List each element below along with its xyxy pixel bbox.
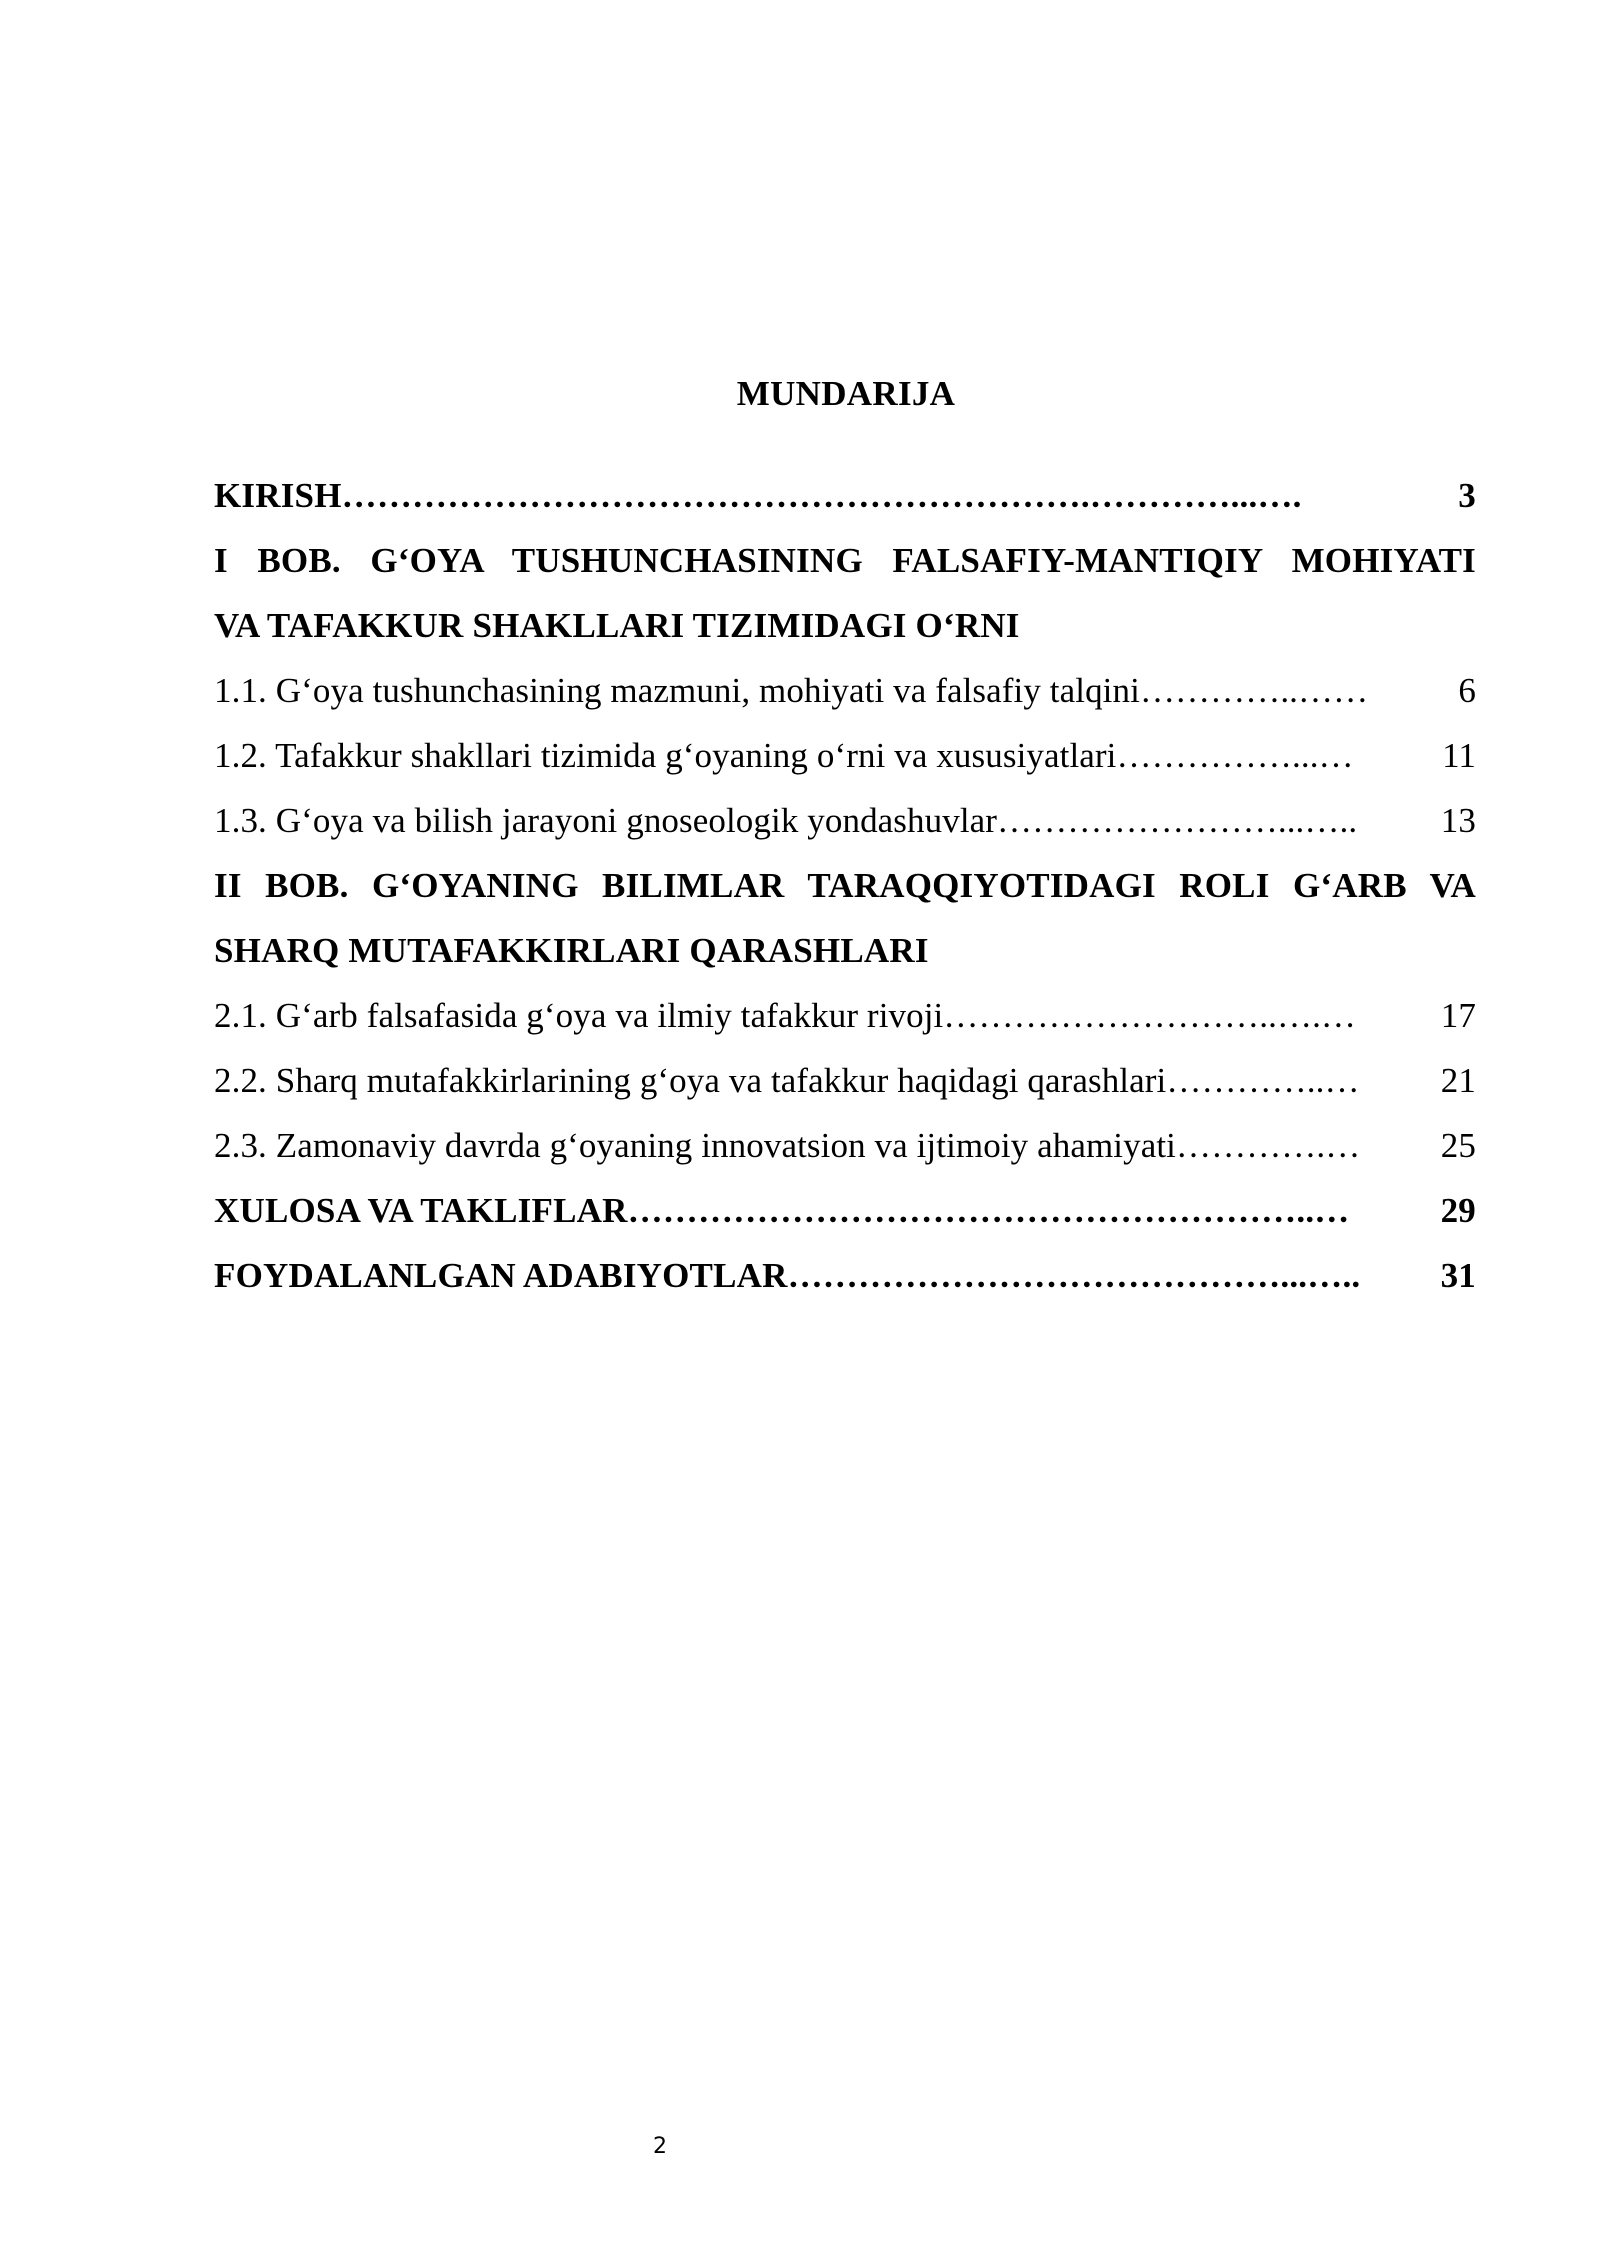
- toc-dot-leader: …………..……: [1139, 671, 1369, 710]
- toc-dot-leader: ……………...…: [1116, 736, 1354, 775]
- toc-entry-label: 1.3. G‘oya va bilish jarayoni gnoseologik yondashuvlar: [214, 801, 998, 840]
- toc-page-number: 11: [1442, 736, 1476, 775]
- toc-dot-leader: ………………………..….…: [943, 996, 1357, 1035]
- toc-dot-leader: ……………………………………...…..: [787, 1256, 1361, 1295]
- toc-chapter-1-heading-line-1: [214, 539, 1476, 604]
- toc-chapter-heading-text: SHARQ MUTAFAKKIRLARI QARASHLARI: [214, 931, 929, 970]
- toc-dot-leader: ……………………………………………………….…………...….: [341, 476, 1302, 515]
- toc-page-number: 3: [1458, 476, 1476, 515]
- toc-page-number: 13: [1440, 801, 1476, 840]
- toc-entry-xulosa: [214, 1189, 1476, 1254]
- toc-entry-label: 1.1. G‘oya tushunchasining mazmuni, mohiyati va falsafiy talqini: [214, 671, 1140, 710]
- toc-page-number: 29: [1440, 1191, 1476, 1230]
- page-title: MUNDARIJA: [736, 374, 956, 413]
- toc-entry-2-2: [214, 1059, 1476, 1124]
- toc-page-number: 21: [1440, 1061, 1476, 1100]
- toc-dot-leader: ……………………...…..: [997, 801, 1358, 840]
- toc-chapter-heading-text: II BOB. G‘OYANING BILIMLAR TARAQQIYOTIDAGI ROLI G‘ARB VA: [214, 866, 1476, 905]
- toc-entry-label: XULOSA VA TAKLIFLAR: [214, 1191, 628, 1230]
- toc-page-number: 25: [1440, 1126, 1476, 1165]
- toc-page-number: 6: [1458, 671, 1476, 710]
- toc-entry-1-1: [214, 669, 1476, 734]
- toc-dot-leader: ………….…: [1176, 1126, 1361, 1165]
- toc-entry-label: 2.2. Sharq mutafakkirlarining g‘oya va tafakkur haqidagi qarashlari: [214, 1061, 1167, 1100]
- toc-page-number: 31: [1440, 1256, 1476, 1295]
- toc-chapter-2-heading-line-2: [214, 929, 1476, 994]
- toc-entry-1-3: [214, 799, 1476, 864]
- toc-dot-leader: …………………………………………………..…: [627, 1191, 1350, 1230]
- toc-entry-2-3: [214, 1124, 1476, 1189]
- toc-entry-label: 2.3. Zamonaviy davrda g‘oyaning innovatsion va ijtimoiy ahamiyati: [214, 1126, 1176, 1165]
- toc-chapter-1-heading-line-2: [214, 604, 1476, 669]
- table-of-contents: [214, 474, 1476, 1319]
- toc-chapter-2-heading-line-1: [214, 864, 1476, 929]
- toc-entry-label: FOYDALANLGAN ADABIYOTLAR: [214, 1256, 788, 1295]
- toc-chapter-heading-text: VA TAFAKKUR SHAKLLARI TIZIMIDAGI O‘RNI: [214, 606, 1020, 645]
- toc-dot-leader: …………..…: [1166, 1061, 1360, 1100]
- toc-entry-label: 1.2. Tafakkur shakllari tizimida g‘oyaning o‘rni va xususiyatlari: [214, 736, 1117, 775]
- toc-entry-1-2: [214, 734, 1476, 799]
- toc-entry-kirish: [214, 474, 1476, 539]
- toc-entry-label: KIRISH: [214, 476, 342, 515]
- toc-chapter-heading-text: I BOB. G‘OYA TUSHUNCHASINING FALSAFIY-MANTIQIY MOHIYATI: [214, 541, 1476, 580]
- toc-entry-adabiyotlar: [214, 1254, 1476, 1319]
- page-number: 2: [653, 2134, 667, 2159]
- toc-entry-2-1: [214, 994, 1476, 1059]
- toc-entry-label: 2.1. G‘arb falsafasida g‘oya va ilmiy tafakkur rivoji: [214, 996, 944, 1035]
- toc-page-number: 17: [1440, 996, 1476, 1035]
